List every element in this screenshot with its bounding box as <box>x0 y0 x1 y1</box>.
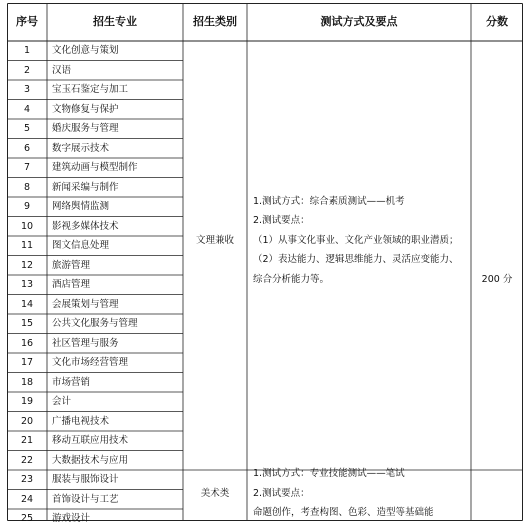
row-number: 9 <box>23 201 31 212</box>
header-major: 招生专业 <box>93 15 137 28</box>
row-major: 会展策划与管理 <box>52 298 119 310</box>
row-number: 20 <box>20 415 34 427</box>
row-major: 文化市场经营管理 <box>52 357 129 368</box>
row-number: 4 <box>23 103 31 115</box>
row-major: 大数据技术与应用 <box>52 454 129 466</box>
row-major: 影视多媒体技术 <box>52 220 119 232</box>
row-number: 22 <box>20 454 34 466</box>
row-major: 新闻采编与制作 <box>52 181 119 193</box>
row-number: 6 <box>23 142 31 154</box>
row-number: 23 <box>20 474 34 485</box>
requirements-group-a <box>247 192 471 290</box>
row-major: 移动互联应用技术 <box>52 435 129 446</box>
row-number: 2 <box>23 64 31 76</box>
row-number: 13 <box>20 279 34 290</box>
header-category: 招生类别 <box>193 15 237 28</box>
row-major: 服装与服饰设计 <box>52 474 119 485</box>
row-major: 文化创意与策划 <box>52 45 119 56</box>
req-a-line-1: 1.测试方式：综合素质测试——机考 <box>253 195 405 207</box>
row-major: 数字展示技术 <box>52 142 110 154</box>
row-major: 酒店管理 <box>52 279 91 290</box>
row-number: 24 <box>20 493 34 505</box>
header-requirements: 测试方式及要点 <box>320 15 398 28</box>
row-number: 12 <box>20 259 34 271</box>
row-number: 5 <box>23 123 31 134</box>
row-major: 广播电视技术 <box>52 415 110 427</box>
row-number: 16 <box>20 337 34 349</box>
req-a-line-2: 2.测试要点： <box>253 215 310 226</box>
row-number: 10 <box>20 220 34 232</box>
header-score: 分数 <box>486 15 508 28</box>
score-group-a: 200 分 <box>481 273 513 285</box>
row-number: 8 <box>23 181 31 193</box>
row-major: 宝玉石鉴定与加工 <box>52 84 129 95</box>
requirements-group-b <box>247 464 471 521</box>
category-group-a: 文理兼收 <box>195 234 234 246</box>
row-major: 建筑动画与模型制作 <box>52 162 138 173</box>
row-major: 网络舆情监测 <box>52 201 110 212</box>
req-a-line-3: （1）从事文化事业、文化产业领域的职业潜质； <box>253 234 459 246</box>
row-number: 15 <box>20 318 34 329</box>
row-major: 文物修复与保护 <box>52 103 119 115</box>
row-major: 汉语 <box>52 64 72 76</box>
row-major: 婚庆服务与管理 <box>52 123 119 134</box>
req-b-line-1: 1.测试方式：专业技能测试——笔试 <box>253 468 405 479</box>
row-number: 7 <box>23 162 31 173</box>
req-b-line-3: 命题创作，考查构图、色彩、造型等基础能 <box>253 507 434 518</box>
row-major: 游戏设计 <box>52 513 91 524</box>
row-number: 19 <box>20 396 34 407</box>
row-major: 市场营销 <box>52 376 91 388</box>
row-number: 25 <box>20 513 34 524</box>
row-number: 11 <box>20 240 34 251</box>
row-major: 首饰设计与工艺 <box>52 493 119 505</box>
row-major: 会计 <box>52 396 72 407</box>
req-a-line-4: （2）表达能力、逻辑思维能力、灵活应变能力、综合分析能力等。 <box>253 254 459 285</box>
admission-table <box>7 3 523 524</box>
row-number: 21 <box>20 435 34 446</box>
row-number: 14 <box>20 298 34 310</box>
row-major: 图文信息处理 <box>52 240 110 251</box>
row-major: 社区管理与服务 <box>52 337 119 349</box>
row-number: 1 <box>23 45 31 56</box>
row-number: 17 <box>20 357 34 368</box>
row-major: 旅游管理 <box>52 259 91 271</box>
row-number: 18 <box>20 376 34 388</box>
row-number: 3 <box>23 84 31 95</box>
header-seq: 序号 <box>16 15 38 28</box>
category-group-b: 美术类 <box>200 487 230 499</box>
row-major: 公共文化服务与管理 <box>52 318 138 329</box>
req-b-line-2: 2.测试要点： <box>253 487 310 499</box>
